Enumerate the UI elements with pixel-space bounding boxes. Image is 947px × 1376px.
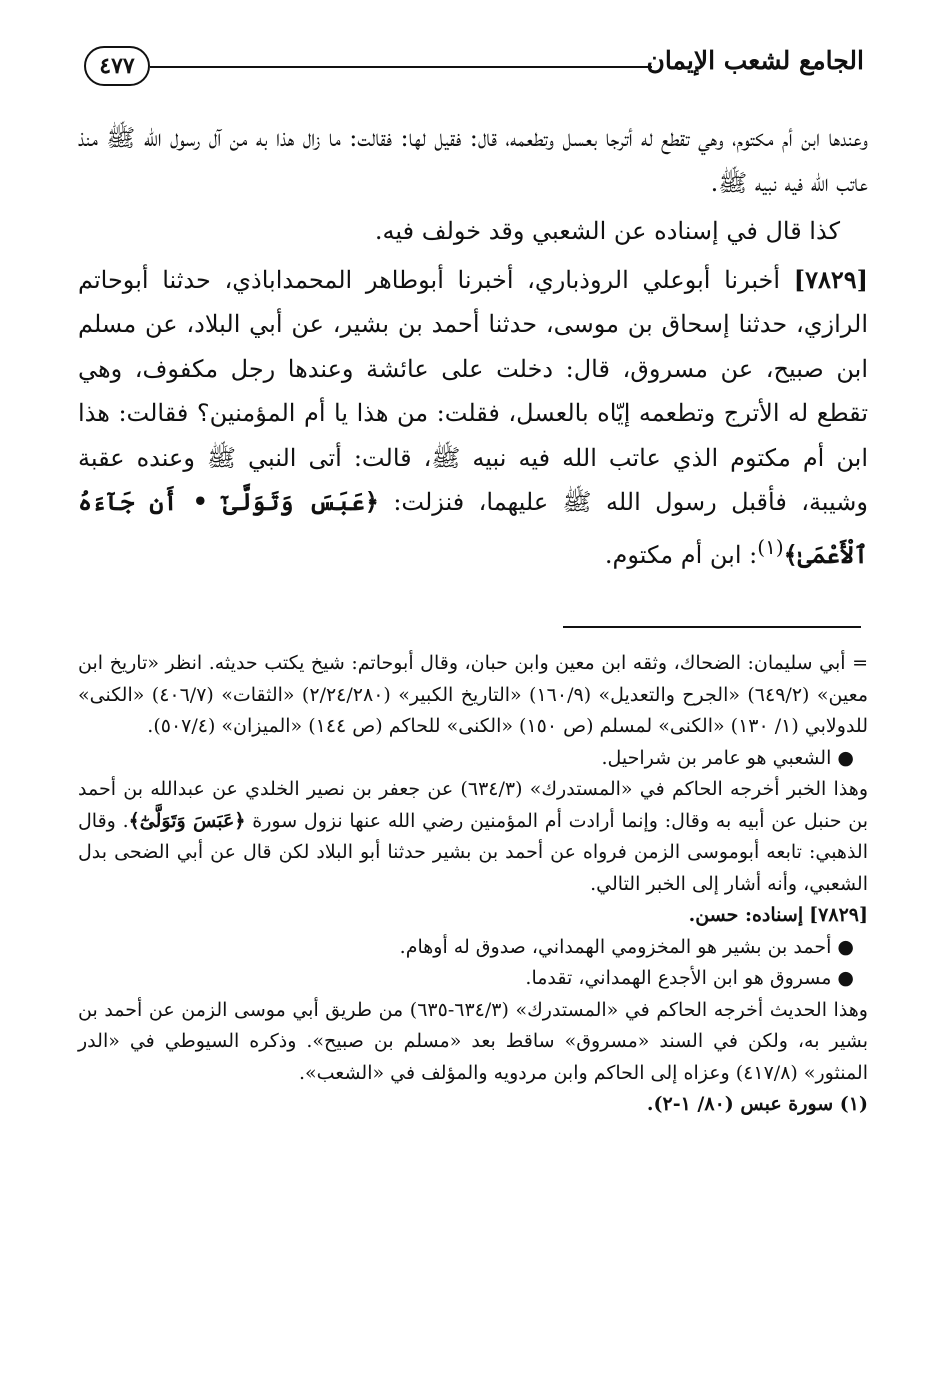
page-number: ٤٧٧	[84, 46, 150, 86]
footnote-1: (١) سورة عبس (٨٠/ ١-٢).	[646, 1093, 868, 1115]
footnote-separator	[563, 626, 861, 628]
footnote-continued: = أبي سليمان: الضحاك، وثقه ابن معين وابن حبان، وقال أبوحاتم: شيخ يكتب حديثه. انظر «تاريخ ابن معين» (٦٤٩/٢) «الجرح والتعديل» (١٦٠/٩) «التاريخ الكبير» (٢/٢٤/٢٨٠) «الثقات» (٤٠٦/٧) «الكنى» للدولابي (١/ ١٣٠) «الكنى» لمسلم (ص ١٥٠) «الكنى» للحاكم (ص ١٤٤) «الميزان» (٥٠٧/٤).	[78, 652, 868, 737]
page-header	[84, 40, 864, 96]
paragraph-1: وعندها ابن أم مكتوم، وهي تقطع له أترجا بعسل وتطعمه، قال: فقيل لها: فقالت: ما زال هذا به من آل رسول الله ﷺ منذ عاتب الله فيه نبيه ﷺ.	[78, 124, 868, 197]
running-title: الجامع لشعب الإيمان	[646, 46, 864, 75]
paragraph-2: كذا قال في إسناده عن الشعبي وقد خولف فيه.	[374, 217, 840, 245]
footnote-bullet-ahmad: ● أحمد بن بشير هو المخزومي الهمداني، صدوق له أوهام.	[399, 935, 854, 958]
footnote-marker: (١)	[757, 534, 784, 559]
quran-verse: ﴿عَبَسَ وَتَوَلَّىٰٓ • أَن جَآءَهُ ٱلْأَعْمَىٰ﴾	[78, 487, 868, 569]
footnotes	[78, 648, 868, 1121]
hadith-number: [٧٨٢٩]	[793, 264, 868, 294]
main-text	[78, 116, 868, 577]
hadith-7829	[78, 258, 868, 578]
footnote-isnad: [٧٨٢٩] إسناده: حسن.	[688, 904, 868, 926]
footnote-hakim: وهذا الخبر أخرجه الحاكم في «المستدرك» (٦٣٤/٣) عن جعفر بن نصير الخلدي عن عبدالله بن أحمد بن حنبل عن أبيه به وقال: وإنما أرادت أم المؤمنين رضي الله عنها نزول سورة ﴿عَبَسَ وَتَوَلَّىٰٓ﴾. وقال الذهبي: تابعه أبوموسى الزمن فرواه عن أحمد بن بشير حدثنا أبو البلاد لكن قال عن أبي الضحى بدل الشعبي، وأنه أشار إلى الخبر التالي.	[78, 778, 869, 895]
header-rule	[150, 66, 652, 68]
footnote-quran: ﴿عَبَسَ وَتَوَلَّىٰٓ﴾	[128, 809, 246, 832]
hadith-ending: : ابن أم مكتوم.	[604, 540, 758, 569]
hadith-text: أخبرنا أبوعلي الروذباري، أخبرنا أبوطاهر المحمداباذي، حدثنا أبوحاتم الرازي، حدثنا إسحاق بن موسى، حدثنا أحمد بن بشير، عن أبي البلاد، عن مسلم ابن صبيح، عن مسروق، قال: دخلت على عائشة وعندها رجل مكفوف، وهي تقطع له الأترج وتطعمه إيّاه بالعسل، فقلت: من هذا يا أم المؤمنين؟ فقالت: هذا ابن أم مكتوم الذي عاتب الله فيه نبيه ﷺ، قالت: أتى النبي ﷺ وعنده عقبة وشيبة، فأقبل رسول الله ﷺ عليهما، فنزلت:	[78, 265, 868, 516]
footnote-bullet-shabi: ● الشعبي هو عامر بن شراحيل.	[601, 746, 854, 769]
footnote-bullet-masruq: ● مسروق هو ابن الأجدع الهمداني، تقدما.	[525, 967, 854, 989]
footnote-takhrij: وهذا الحديث أخرجه الحاكم في «المستدرك» (٦٣٤/٣-٦٣٥) من طريق أبي موسى الزمن عن أحمد بن بشير به، ولكن في السند «مسروق» ساقط بعد «مسلم بن صبيح». وذكره السيوطي في «الدر المنثور» (٤١٧/٨) وعزاه إلى الحاكم وابن مردويه والمؤلف في «الشعب».	[78, 998, 868, 1084]
